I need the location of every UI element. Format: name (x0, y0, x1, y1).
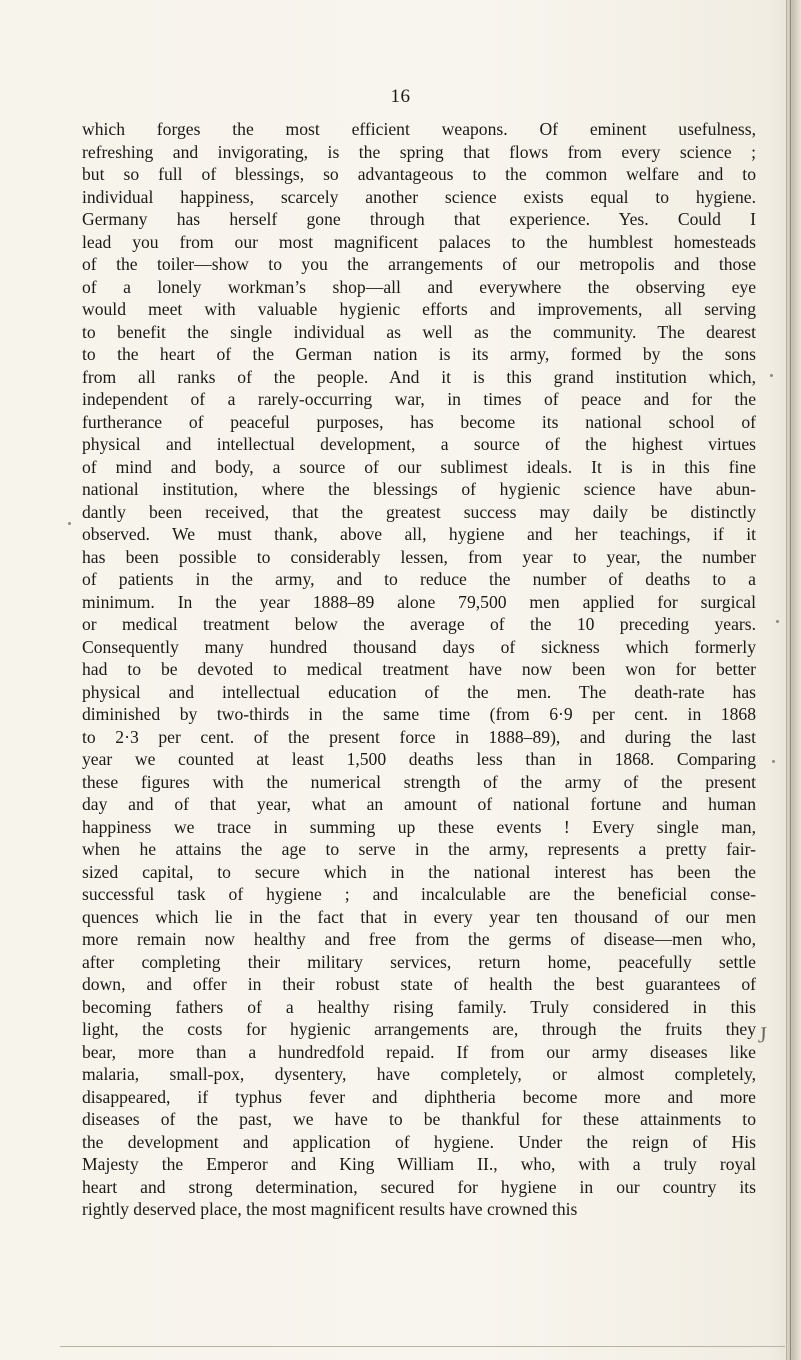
text-line: disappeared, if typhus fever and diphtheria become more and more (82, 1086, 756, 1107)
text-line: diminished by two-thirds in the same time (from 6·9 per cent. in 1868 (82, 704, 756, 724)
text-line: of the toiler—show to you the arrangements of our metropolis and those (82, 254, 756, 274)
text-line: Majesty the Emperor and King William II., who, with a truly royal (82, 1154, 756, 1174)
text-line: sized capital, to secure which in the national interest has been the (82, 861, 756, 882)
page-bottom-rule (60, 1346, 785, 1347)
page-edge-line (790, 0, 791, 1360)
text-line: heart and strong determination, secured for hygiene in our country its (82, 1176, 756, 1197)
text-line: minimum. In the year 1888–89 alone 79,500 men applied for surgical (82, 591, 756, 612)
text-line: from all ranks of the people. And it is this grand institution which, (82, 366, 756, 387)
text-line: of patients in the army, and to reduce the number of deaths to a (82, 569, 756, 589)
text-line: or medical treatment below the average of the 10 preceding years. (82, 614, 756, 634)
text-line: to the heart of the German nation is its army, formed by the sons (82, 344, 756, 364)
text-line: diseases of the past, we have to be thankful for these attainments to (82, 1109, 756, 1129)
text-line: observed. We must thank, above all, hygiene and her teachings, if it (82, 524, 756, 544)
text-line: physical and intellectual education of the men. The death-rate has (82, 681, 756, 702)
page-edge (786, 0, 801, 1360)
text-line: day and of that year, what an amount of national fortune and human (82, 794, 756, 814)
text-line: to 2·3 per cent. of the present force in 1888–89), and during the last (82, 726, 756, 747)
paper-speck (772, 760, 775, 763)
paper-speck (776, 620, 779, 623)
text-line: these figures with the numerical strength of the army of the present (82, 771, 756, 792)
paper-speck (68, 522, 71, 525)
text-line: bear, more than a hundredfold repaid. If from our army diseases like (82, 1041, 756, 1062)
text-line: which forges the most efficient weapons. Of eminent usefulness, (82, 119, 756, 139)
text-line: to benefit the single individual as well as the community. The dearest (82, 321, 756, 342)
text-line: quences which lie in the fact that in every year ten thousand of our men (82, 906, 756, 927)
text-line: would meet with valuable hygienic efforts and improvements, all serving (82, 299, 756, 319)
text-line: independent of a rarely-occurring war, in times of peace and for the (82, 389, 756, 409)
text-line: individual happiness, scarcely another science exists equal to hygiene. (82, 186, 756, 207)
text-line: the development and application of hygiene. Under the reign of His (82, 1131, 756, 1152)
text-line: dantly been received, that the greatest success may daily be distinctly (82, 501, 756, 522)
text-line: physical and intellectual development, a source of the highest virtues (82, 434, 756, 454)
page-number: 16 (390, 86, 411, 107)
margin-mark: J (755, 1021, 769, 1048)
text-line: happiness we trace in summing up these events ! Every single man, (82, 816, 756, 837)
text-line: after completing their military services, return home, peacefully settle (82, 951, 756, 972)
text-line: furtherance of peaceful purposes, has become its national school of (82, 411, 756, 432)
text-line: when he attains the age to serve in the army, represents a pretty fair- (82, 839, 756, 859)
paper-speck (770, 374, 773, 377)
text-line: refreshing and invigorating, is the spring that flows from every science ; (82, 141, 756, 162)
text-line: national institution, where the blessings of hygienic science have abun- (82, 479, 756, 499)
text-line: becoming fathers of a healthy rising family. Truly considered in this (82, 996, 756, 1017)
text-line: successful task of hygiene ; and incalculable are the beneficial conse- (82, 884, 756, 904)
text-line: of mind and body, a source of our sublimest ideals. It is in this fine (82, 456, 756, 477)
text-line: Consequently many hundred thousand days of sickness which formerly (82, 636, 756, 657)
text-line: more remain now healthy and free from the germs of disease—men who, (82, 929, 756, 949)
text-line: malaria, small-pox, dysentery, have completely, or almost completely, (82, 1064, 756, 1084)
text-line: Germany has herself gone through that experience. Yes. Could I (82, 209, 756, 229)
text-line: year we counted at least 1,500 deaths less than in 1868. Comparing (82, 749, 756, 769)
text-line: down, and offer in their robust state of health the best guarantees of (82, 974, 756, 994)
text-line: but so full of blessings, so advantageous to the common welfare and to (82, 164, 756, 184)
text-line: of a lonely workman’s shop—all and everywhere the observing eye (82, 276, 756, 297)
text-line: has been possible to considerably lessen, from year to year, the number (82, 546, 756, 567)
text-line: lead you from our most magnificent palaces to the humblest homesteads (82, 231, 756, 252)
text-line: had to be devoted to medical treatment have now been won for better (82, 659, 756, 679)
body-text (82, 118, 756, 1221)
text-line: rightly deserved place, the most magnificent results have crowned this (82, 1199, 578, 1219)
text-line: light, the costs for hygienic arrangements are, through the fruits they (82, 1019, 756, 1039)
